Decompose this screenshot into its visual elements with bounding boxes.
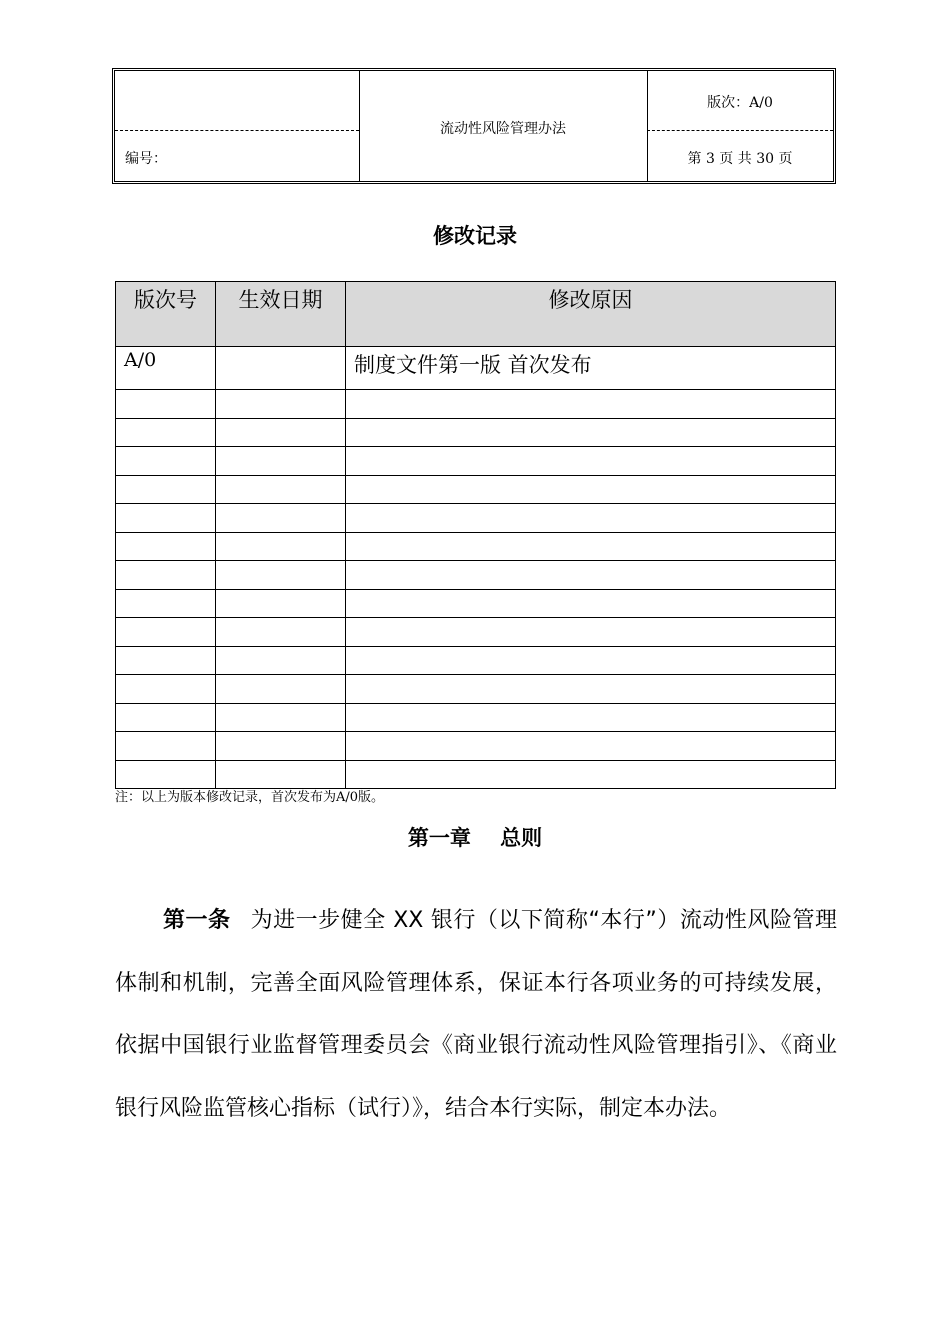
revision-title: 修改记录 (433, 224, 517, 248)
table-row (116, 675, 836, 704)
table-row (116, 390, 836, 419)
column-header-reason: 修改原因 (346, 282, 836, 347)
column-header-version: 版次号 (116, 282, 216, 347)
column-header-date: 生效日期 (216, 282, 346, 347)
document-header (112, 68, 836, 184)
table-row (116, 589, 836, 618)
cell-date (216, 475, 346, 504)
cell-version (116, 418, 216, 447)
header-dashed-line (115, 130, 359, 131)
page-info: 第 3 页 共 30 页 (687, 151, 793, 167)
cell-date (216, 504, 346, 533)
cell-date (216, 760, 346, 789)
cell-version (116, 646, 216, 675)
cell-date (216, 532, 346, 561)
revision-note: 注：以上为版本修改记录，首次发布为A/0版。 (115, 790, 385, 805)
cell-date (216, 390, 346, 419)
cell-reason (346, 703, 836, 732)
cell-date (216, 561, 346, 590)
cell-version (116, 589, 216, 618)
table-row (116, 532, 836, 561)
cell-version (116, 760, 216, 789)
article-text: 为进一步健全 XX 银行（以下简称“本行”）流动性风险管理体制和机制，完善全面风险管理体系，保证本行各项业务的可持续发展，依据中国银行业监督管理委员会《商业银行流动性风险管理指引》、《商业银行风险监管核心指标（试行）》，结合本行实际，制定本办法。 (115, 908, 837, 1121)
document-title: 流动性风险管理办法 (440, 121, 566, 137)
table-row (116, 760, 836, 789)
cell-reason (346, 760, 836, 789)
cell-version (116, 618, 216, 647)
cell-date (216, 675, 346, 704)
cell-version (116, 390, 216, 419)
cell-version (116, 532, 216, 561)
cell-reason (346, 418, 836, 447)
cell-reason (346, 618, 836, 647)
cell-reason (346, 504, 836, 533)
cell-version (116, 561, 216, 590)
table-row (116, 703, 836, 732)
cell-reason (346, 475, 836, 504)
cell-reason (346, 646, 836, 675)
cell-version: A/0 (116, 347, 216, 390)
table-row (116, 504, 836, 533)
table-row (116, 732, 836, 761)
table-row (116, 418, 836, 447)
cell-date (216, 646, 346, 675)
table-row (116, 347, 836, 390)
table-row (116, 561, 836, 590)
cell-date (216, 347, 346, 390)
header-dashed-line (647, 130, 833, 131)
article-label: 第一条 (163, 908, 231, 933)
number-label: 编号： (125, 151, 167, 167)
cell-version (116, 475, 216, 504)
cell-version (116, 732, 216, 761)
table-row (116, 475, 836, 504)
cell-reason (346, 589, 836, 618)
cell-date (216, 732, 346, 761)
cell-version (116, 703, 216, 732)
cell-reason (346, 532, 836, 561)
revision-table (115, 281, 836, 789)
article-paragraph (115, 890, 837, 1140)
cell-reason: 制度文件第一版 首次发布 (346, 347, 836, 390)
cell-reason (346, 675, 836, 704)
table-row (116, 447, 836, 476)
cell-date (216, 418, 346, 447)
cell-date (216, 618, 346, 647)
cell-reason (346, 561, 836, 590)
cell-version (116, 504, 216, 533)
cell-reason (346, 447, 836, 476)
cell-reason (346, 732, 836, 761)
chapter-title: 第一章 总则 (407, 826, 543, 850)
cell-date (216, 589, 346, 618)
cell-date (216, 447, 346, 476)
cell-version (116, 447, 216, 476)
cell-reason (346, 390, 836, 419)
cell-date (216, 703, 346, 732)
version-label: 版次：A/0 (707, 95, 773, 111)
table-row (116, 618, 836, 647)
cell-version (116, 675, 216, 704)
table-row (116, 646, 836, 675)
